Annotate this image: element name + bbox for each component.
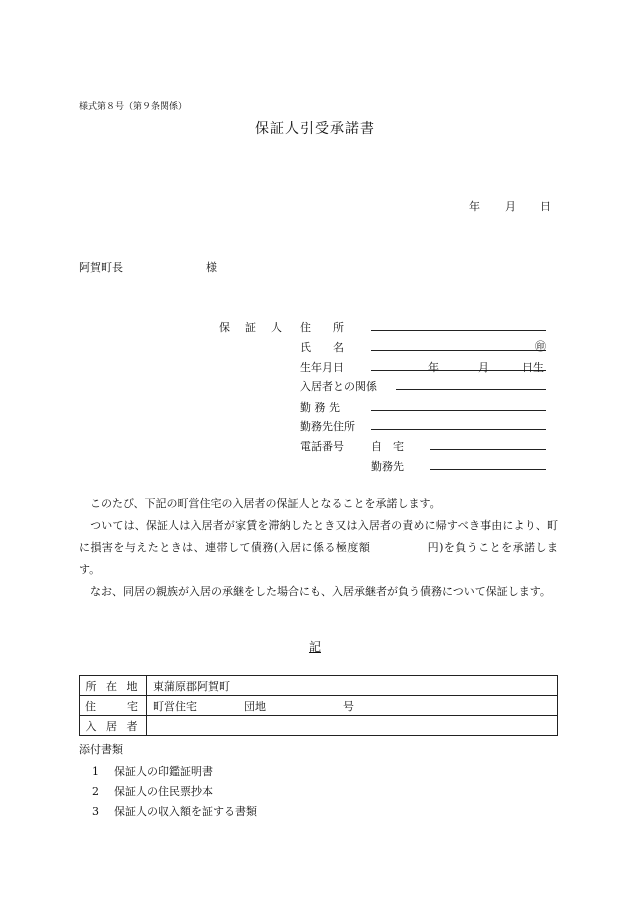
list-item (92, 803, 257, 819)
birth-year-label: 年 (428, 361, 439, 374)
workplace-field-line[interactable] (371, 410, 546, 411)
form-number: 様式第８号（第９条関係） (79, 102, 188, 112)
attachments-title: 添付書類 (79, 743, 123, 756)
name-label: 氏 名 (300, 341, 344, 354)
ki-heading: 記 (308, 640, 321, 654)
attachment-number: 1 (92, 765, 99, 778)
birthdate-label: 生年月日 (300, 361, 344, 374)
housing-label: 住 宅 (80, 696, 147, 716)
birth-day-label: 日生 (522, 361, 544, 374)
resident-value[interactable] (147, 716, 558, 736)
list-item (92, 783, 213, 799)
address-field-line[interactable] (371, 330, 546, 331)
relation-field-line[interactable] (396, 389, 546, 390)
workplace-address-label: 勤務先住所 (300, 420, 355, 433)
document-title: 保証人引受承諾書 (255, 121, 375, 137)
date-year-label: 年 (469, 200, 480, 213)
resident-label: 入 居 者 (80, 716, 147, 736)
birthdate-field-line[interactable] (371, 370, 546, 371)
housing-value[interactable] (147, 696, 558, 716)
list-item (92, 763, 213, 779)
phone-label: 電話番号 (300, 440, 344, 453)
work-phone-label: 勤務先 (371, 460, 404, 473)
attachment-number: 2 (92, 785, 99, 798)
housing-go: 号 (343, 699, 354, 713)
home-phone-label: 自 宅 (371, 440, 404, 453)
date-month-label: 月 (505, 200, 516, 213)
work-phone-field-line[interactable] (430, 469, 546, 470)
relation-label: 入居者との関係 (300, 380, 377, 393)
consent-text (79, 493, 558, 603)
table-row (80, 696, 558, 716)
consent-paragraph-3: なお、同居の親族が入居の承継をした場合にも、入居承継者が負う債務について保証します。 (79, 585, 551, 598)
housing-prefix: 町営住宅 (153, 699, 197, 713)
attachment-text: 保証人の住民票抄本 (114, 785, 213, 798)
workplace-address-field-line[interactable] (371, 429, 546, 430)
guarantor-heading: 保 証 人 (219, 321, 284, 334)
attachment-text: 保証人の印鑑証明書 (114, 765, 213, 778)
table-row (80, 716, 558, 736)
date-day-label: 日 (540, 200, 551, 213)
housing-info-table (79, 675, 558, 736)
location-value[interactable]: 東蒲原郡阿賀町 (147, 676, 558, 696)
attachment-number: 3 (92, 805, 99, 818)
seal-mark: ㊞ (535, 340, 546, 353)
addressee: 阿賀町長 (79, 261, 123, 274)
consent-paragraph-1: このたび、下記の町営住宅の入居者の保証人となることを承諾します。 (79, 497, 441, 510)
home-phone-field-line[interactable] (430, 449, 546, 450)
location-label: 所 在 地 (80, 676, 147, 696)
birth-month-label: 月 (478, 361, 489, 374)
workplace-label: 勤 務 先 (300, 401, 340, 414)
consent-paragraph-2: ついては、保証人は入居者が家賃を滞納したとき又は入居者の責めに帰すべき事由により、町に損害を与えたときは、連帯して債務(入居に係る極度額 円)を負うことを承諾します。 (79, 519, 558, 576)
attachment-text: 保証人の収入額を証する書類 (114, 805, 257, 818)
housing-danchi: 団地 (244, 699, 266, 713)
name-field-line[interactable] (371, 350, 546, 351)
table-row (80, 676, 558, 696)
address-label: 住 所 (300, 321, 344, 334)
honorific: 様 (206, 261, 217, 274)
